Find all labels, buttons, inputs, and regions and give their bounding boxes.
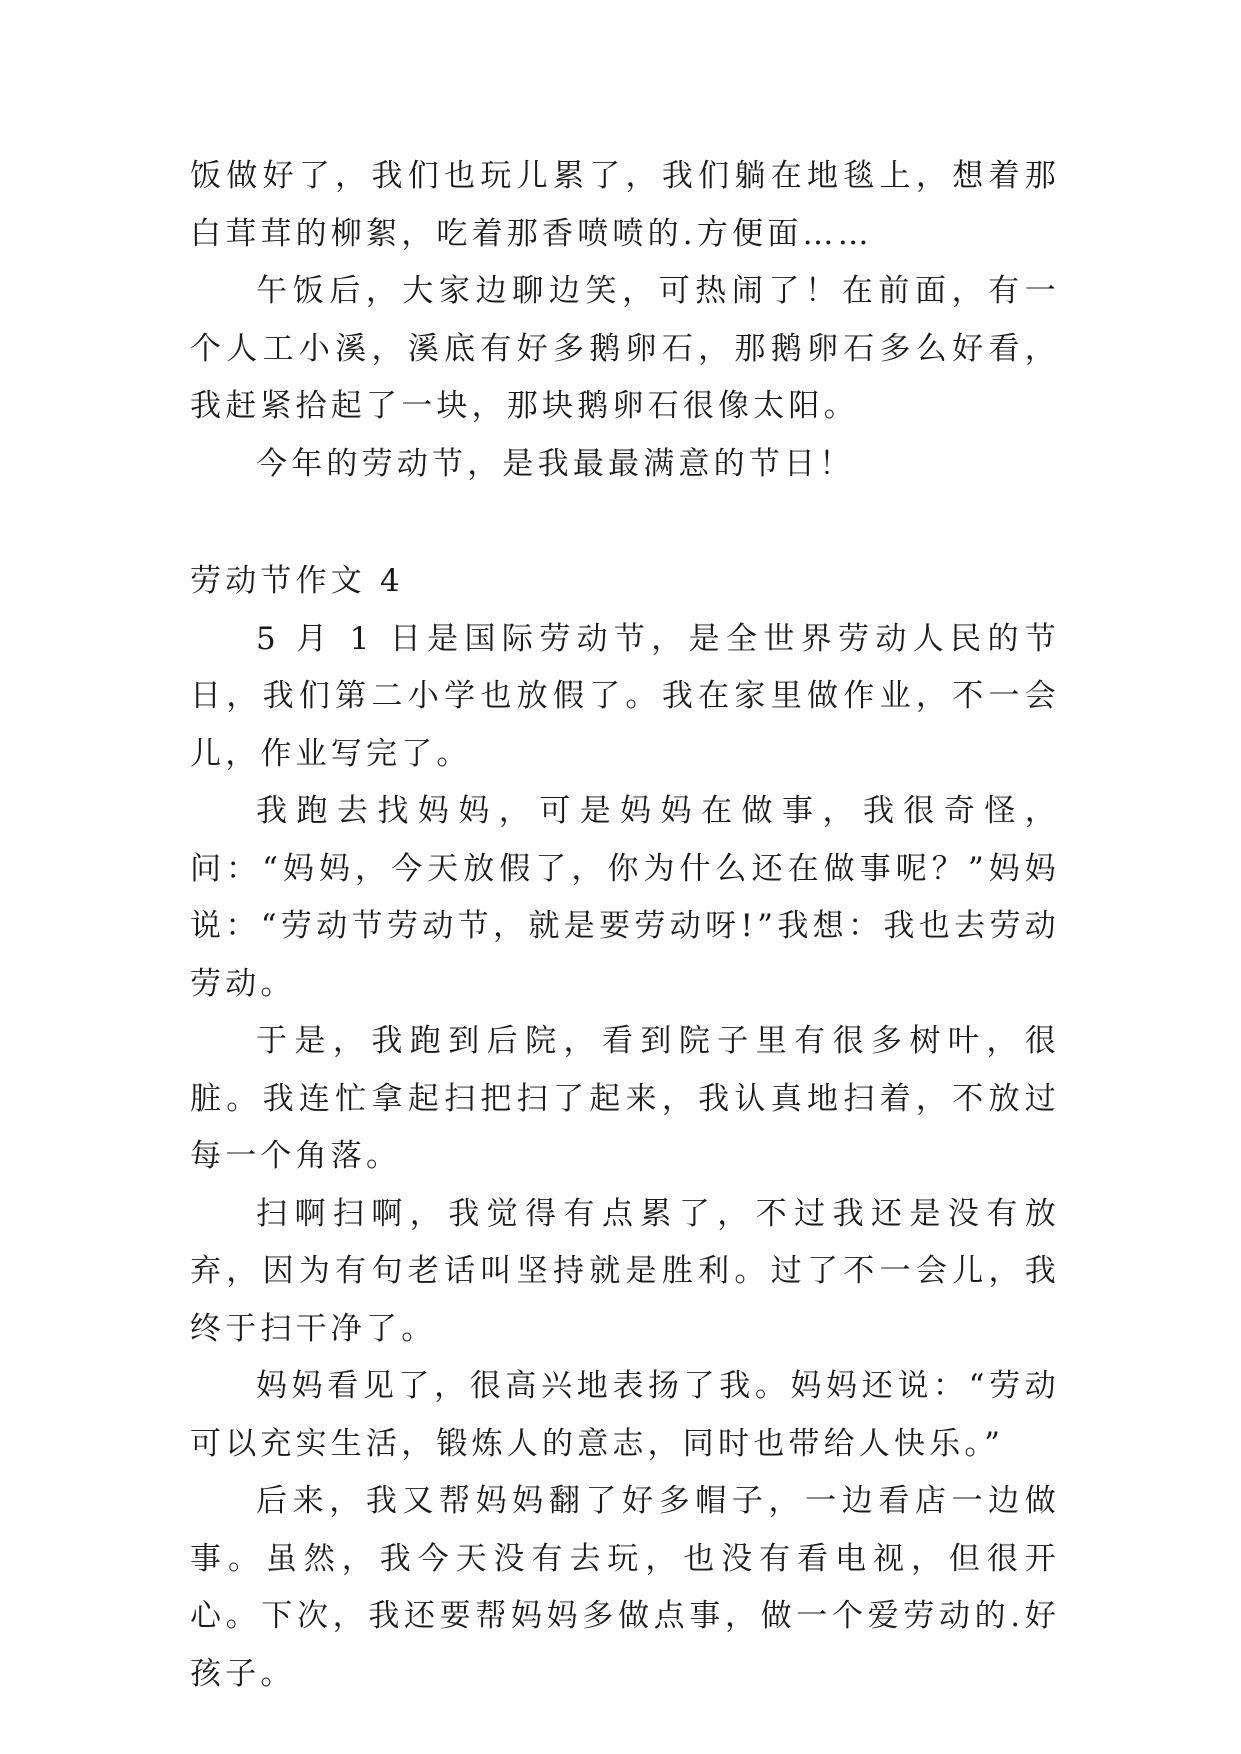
essay-paragraph-5: 妈妈看见了，很高兴地表扬了我。妈妈还说：“劳动可以充实生活，锻炼人的意志，同时也带给人快乐。” (190, 1368, 1060, 1462)
section-gap (190, 493, 1060, 553)
paragraph-continued-1: 饭做好了，我们也玩儿累了，我们躺在地毯上，想着那白茸茸的柳絮，吃着那香喷喷的.方便面…… (190, 158, 1060, 252)
paragraph-continued-2: 午饭后，大家边聊边笑，可热闹了！在前面，有一个人工小溪，溪底有好多鹅卵石，那鹅卵石多么好看，我赶紧拾起了一块，那块鹅卵石很像太阳。 (190, 273, 1060, 424)
paragraph-continued-3: 今年的劳动节，是我最最满意的节日！ (256, 445, 855, 482)
essay-paragraph-4: 扫啊扫啊，我觉得有点累了，不过我还是没有放弃，因为有句老话叫坚持就是胜利。过了不一会儿，我终于扫干净了。 (190, 1195, 1060, 1347)
essay-paragraph-1: 5 月 1 日是国际劳动节，是全世界劳动人民的节日，我们第二小学也放假了。我在家里做作业，不一会儿，作业写完了。 (190, 620, 1060, 772)
essay-paragraph-6: 后来，我又帮妈妈翻了好多帽子，一边看店一边做事。虽然，我今天没有去玩，也没有看电视，但很开心。下次，我还要帮妈妈多做点事，做一个爱劳动的.好孩子。 (190, 1483, 1060, 1692)
essay-title: 劳动节作文 4 (190, 563, 404, 599)
document-body (190, 148, 1060, 1703)
essay-paragraph-3: 于是，我跑到后院，看到院子里有很多树叶，很脏。我连忙拿起扫把扫了起来，我认真地扫着，不放过每一个角落。 (190, 1023, 1060, 1174)
essay-paragraph-2: 我跑去找妈妈，可是妈妈在做事，我很奇怪，问：“妈妈，今天放假了，你为什么还在做事呢？”妈妈说：“劳动节劳动节，就是要劳动呀!”我想：我也去劳动劳动。 (190, 793, 1060, 1002)
